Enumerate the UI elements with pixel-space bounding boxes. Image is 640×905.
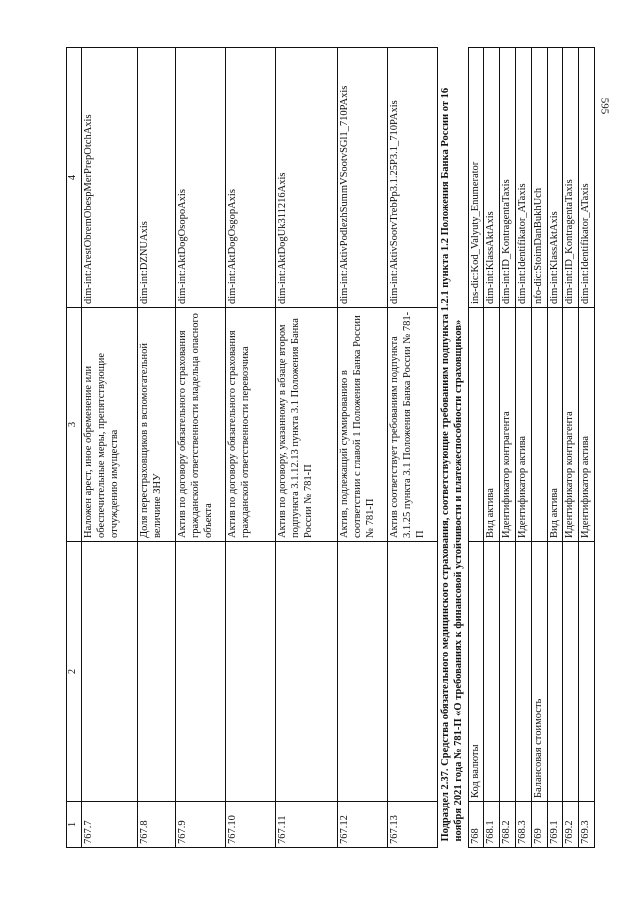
- description-cell: Вид актива: [484, 308, 500, 542]
- description-cell: [531, 308, 547, 542]
- description-cell: Идентификатор актива: [579, 308, 595, 542]
- description-cell: Идентификатор контрагента: [500, 308, 516, 542]
- row-number-cell: 769.3: [579, 802, 595, 848]
- indicator-cell: [138, 542, 176, 802]
- indicator-cell: [484, 542, 500, 802]
- indicator-cell: [547, 542, 563, 802]
- xbrl-element-cell: dim-int:KlassAktAxis: [484, 48, 500, 308]
- rotated-page-content: [66, 48, 592, 848]
- row-number-cell: 769: [531, 802, 547, 848]
- xbrl-element-cell: dim-int:Identifikator_ATaxis: [515, 48, 531, 308]
- table-row: [468, 48, 484, 848]
- row-number-cell: 767.8: [138, 802, 176, 848]
- xbrl-element-cell: dim-int:AktivPodlezhSummVSootvSGl1_710PAxis: [338, 48, 388, 308]
- indicator-cell: [338, 542, 388, 802]
- xbrl-element-cell: dim-int:KlassAktAxis: [547, 48, 563, 308]
- description-cell: Вид актива: [547, 308, 563, 542]
- header-cell-1: 1: [67, 802, 82, 848]
- indicator-cell: [388, 542, 438, 802]
- row-number-cell: 769.2: [563, 802, 579, 848]
- row-number-cell: 767.10: [226, 802, 276, 848]
- xbrl-element-cell: ins-dic:Kod_Valyuty_Enumerator: [468, 48, 484, 308]
- table-row: [531, 48, 547, 848]
- row-number-cell: 767.11: [276, 802, 338, 848]
- indicator-cell: [82, 542, 138, 802]
- section-title: Подраздел 2.37. Средства обязательного медицинского страхования, соответствующие требованиям подпункта 1.2.1 пункта 1.2 Положения Банка России от 16 ноября 2021 года № 781-П «О требованиях к финансовой устойчивости и платежеспособности страховщиков»: [440, 87, 464, 842]
- header-cell-3: 3: [67, 308, 82, 542]
- indicator-cell: [500, 542, 516, 802]
- indicator-cell: [563, 542, 579, 802]
- description-cell: Идентификатор контрагента: [563, 308, 579, 542]
- description-cell: Актив по договору, указанному в абзаце втором подпункта 3.1.12.13 пункта 3.1 Положения Банка России № 781-П: [276, 308, 338, 542]
- description-cell: Актив, подлежащий суммированию в соответствии с главой 1 Положения Банка России № 781-П: [338, 308, 388, 542]
- table-row: [579, 48, 595, 848]
- indicator-cell: [226, 542, 276, 802]
- xbrl-element-cell: dim-int:DZNUAxis: [138, 48, 176, 308]
- row-number-cell: 767.7: [82, 802, 138, 848]
- indicator-cell: [579, 542, 595, 802]
- row-number-cell: 768: [468, 802, 484, 848]
- table-row: [276, 48, 338, 848]
- table-row: [515, 48, 531, 848]
- row-number-cell: 768.1: [484, 802, 500, 848]
- table-row: [138, 48, 176, 848]
- row-number-cell: 767.9: [176, 802, 226, 848]
- description-cell: Идентификатор актива: [515, 308, 531, 542]
- xbrl-element-cell: dim-int:AktDogUk311216Axis: [276, 48, 338, 308]
- indicator-cell: Балансовая стоимость: [531, 542, 547, 802]
- section-heading-row: [438, 48, 469, 848]
- indicator-cell: Код валюты: [468, 542, 484, 802]
- xbrl-element-cell: dim-int:AktDogOsopoAxis: [176, 48, 226, 308]
- table-row: [226, 48, 276, 848]
- description-cell: Актив по договору обязательного страхования гражданской ответственности владельца опасного объекта: [176, 308, 226, 542]
- requirements-table: [66, 47, 595, 848]
- xbrl-element-cell: nfo-dic:StoimDanBukhUch: [531, 48, 547, 308]
- description-cell: Доля перестраховщиков в вспомогательной величине ЗНУ: [138, 308, 176, 542]
- xbrl-element-cell: dim-int:AktivSootvTrebPp3.1.25P3.1_710PAxis: [388, 48, 438, 308]
- xbrl-element-cell: dim-int:ID_KontragentaTaxis: [563, 48, 579, 308]
- header-cell-2: 2: [67, 542, 82, 802]
- table-row: [547, 48, 563, 848]
- description-cell: [468, 308, 484, 542]
- description-cell: Актив соответствует требованиям подпункта 3.1.25 пункта 3.1 Положения Банка России № 781-П: [388, 308, 438, 542]
- table-row: [484, 48, 500, 848]
- table-header-row: [67, 48, 82, 848]
- indicator-cell: [276, 542, 338, 802]
- table-row: [338, 48, 388, 848]
- section-heading: [438, 48, 469, 848]
- page-number: 595: [597, 97, 610, 115]
- header-cell-4: 4: [67, 48, 82, 308]
- indicator-cell: [515, 542, 531, 802]
- row-number-cell: 768.2: [500, 802, 516, 848]
- row-number-cell: 767.13: [388, 802, 438, 848]
- row-number-cell: 768.3: [515, 802, 531, 848]
- table-row: [500, 48, 516, 848]
- xbrl-element-cell: dim-int:Identifikator_ATaxis: [579, 48, 595, 308]
- table-row: [176, 48, 226, 848]
- xbrl-element-cell: dim-int:AktDogOsgopAxis: [226, 48, 276, 308]
- table-row: [563, 48, 579, 848]
- xbrl-element-cell: dim-int:ArestObremObespMerPrepOtchAxis: [82, 48, 138, 308]
- description-cell: Актив по договору обязательного страхования гражданской ответственности перевозчика: [226, 308, 276, 542]
- table-row: [388, 48, 438, 848]
- row-number-cell: 767.12: [338, 802, 388, 848]
- indicator-cell: [176, 542, 226, 802]
- row-number-cell: 769.1: [547, 802, 563, 848]
- description-cell: Наложен арест, иное обременение или обеспечительные меры, препятствующие отчуждению имущества: [82, 308, 138, 542]
- table-row: [82, 48, 138, 848]
- xbrl-element-cell: dim-int:ID_KontragentaTaxis: [500, 48, 516, 308]
